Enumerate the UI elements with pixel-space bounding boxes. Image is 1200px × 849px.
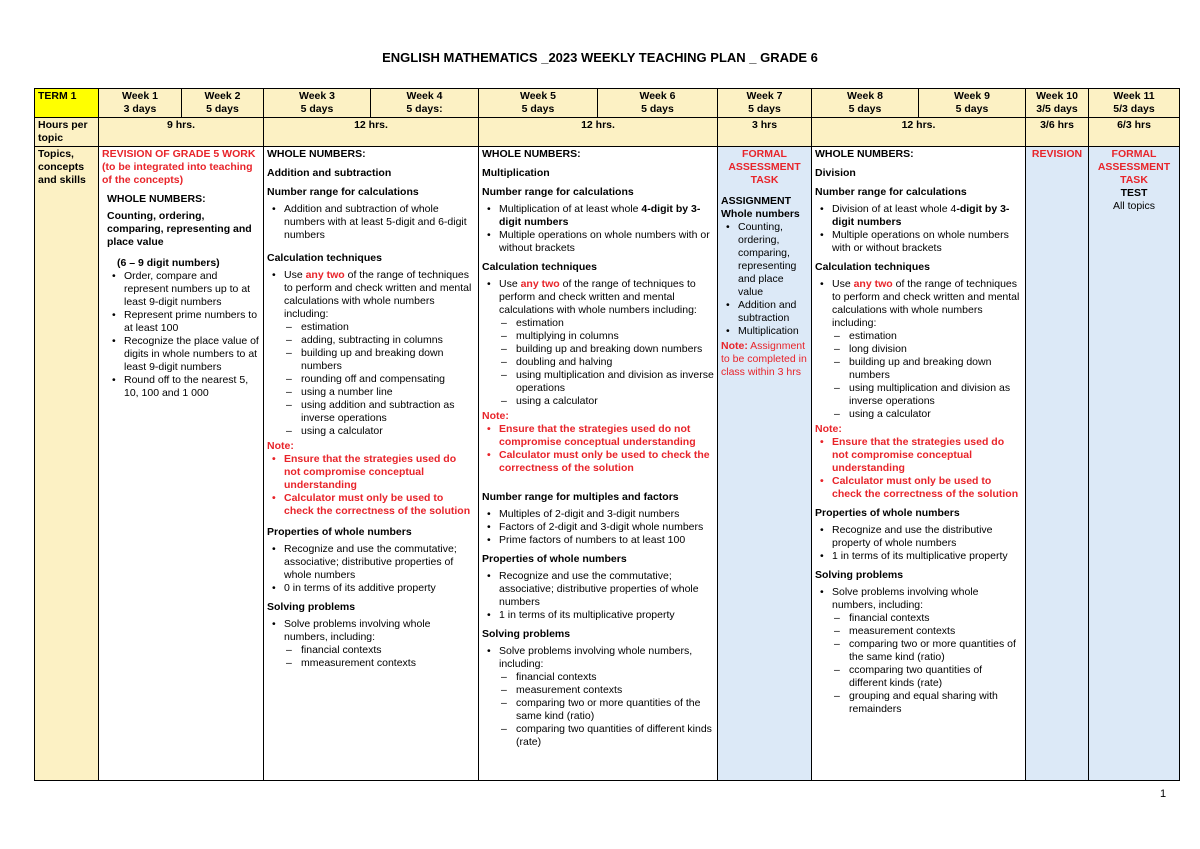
bullet-list: • Solve problems involving whole numbers, including: – financial contexts – measurement contexts – comparing two or more quantities of the same kind (ratio) – comparing two quantities of different kinds (rate)	[482, 645, 714, 749]
solve-heading: Solving problems	[815, 569, 904, 581]
hours-week-3-4: 12 hrs.	[264, 118, 479, 147]
bullet-list: • Use any two of the range of techniques to perform and check written and mental calculations with whole numbers including: – estimation – multiplying in columns – building up and breaking down numbers – doubling and halving – using multiplication and division as inverse operations – using a calculator	[482, 278, 714, 408]
list-item: • Order, compare and represent numbers up to at least 9-digit numbers	[124, 270, 260, 309]
test-label: TEST	[1120, 187, 1148, 199]
page-number: 1	[1160, 788, 1167, 800]
term-label: TERM 1	[35, 89, 99, 118]
revision-label: REVISION	[1031, 148, 1083, 160]
note-list: • Ensure that the strategies used do not compromise conceptual understanding • Calculator must only be used to check the correctness of the solution	[267, 453, 475, 518]
bullet-list: • Recognize and use the commutative; associative; distributive properties of whole numbers • 1 in terms of its multiplicative property	[482, 570, 714, 622]
note-label: Note:	[482, 410, 509, 422]
week-4-header: Week 4 5 days:	[371, 89, 479, 118]
topics-label: Topics, concepts and skills	[35, 147, 99, 781]
hours-week-10: 3/6 hrs	[1026, 118, 1089, 147]
calc-heading: Calculation techniques	[482, 261, 597, 273]
range-heading: Number range for calculations	[267, 186, 419, 198]
week-3-4-content	[264, 147, 479, 781]
week-7-header: Week 7 5 days	[718, 89, 812, 118]
mf-heading: Number range for multiples and factors	[482, 491, 679, 503]
hours-week-11: 6/3 hrs	[1089, 118, 1180, 147]
formal-assessment-label: FORMAL ASSESSMENT TASK	[1097, 148, 1171, 186]
document-title: ENGLISH MATHEMATICS _2023 WEEKLY TEACHING PLAN _ GRADE 6	[382, 50, 818, 65]
week-1-2-content	[99, 147, 264, 781]
section-subheading: Addition and subtraction	[267, 167, 392, 179]
hours-week-8-9: 12 hrs.	[812, 118, 1026, 147]
props-heading: Properties of whole numbers	[482, 553, 627, 565]
assignment-note: Note: Assignment to be completed in class within 3 hrs	[721, 340, 807, 378]
header-row	[35, 89, 1180, 118]
section-heading: WHOLE NUMBERS:	[107, 193, 206, 205]
topics-row	[35, 147, 1180, 781]
teaching-plan-table	[34, 88, 1180, 781]
digit-range: (6 – 9 digit numbers)	[117, 257, 220, 269]
range-heading: Number range for calculations	[482, 186, 634, 198]
hours-week-1-2: 9 hrs.	[99, 118, 264, 147]
section-subheading: Counting, ordering, comparing, representing and place value	[107, 210, 252, 248]
week-2-header: Week 2 5 days	[182, 89, 264, 118]
section-heading: WHOLE NUMBERS:	[267, 148, 366, 160]
calc-heading: Calculation techniques	[267, 252, 382, 264]
list-item: • Use any two of the range of techniques to perform and check written and mental calculations with whole numbers including: – estimation – adding, subtracting in columns – building up and breaking down numbers – rounding off and compensating – using a number line – using addition and subtraction as inverse operations – using a calculator	[284, 269, 475, 438]
week-11-header: Week 11 5/3 days	[1089, 89, 1180, 118]
note-list: • Ensure that the strategies used do not compromise conceptual understanding • Calculator must only be used to check the correctness of the solution	[482, 423, 714, 475]
week-10-content	[1026, 147, 1089, 781]
dash-list: – estimation – multiplying in columns – building up and breaking down numbers – doubling and halving – using multiplication and division as inverse operations – using a calculator	[499, 317, 714, 408]
week-7-content	[718, 147, 812, 781]
calc-heading: Calculation techniques	[815, 261, 930, 273]
week-9-header: Week 9 5 days	[919, 89, 1026, 118]
note-label: Note:	[815, 423, 842, 435]
hours-row	[35, 118, 1180, 147]
week-8-9-content	[812, 147, 1026, 781]
bullet-list: • Counting, ordering, comparing, representing and place value • Addition and subtraction • Multiplication	[721, 221, 808, 338]
week-8-header: Week 8 5 days	[812, 89, 919, 118]
week-10-header: Week 10 3/5 days	[1026, 89, 1089, 118]
section-subheading: Division	[815, 167, 856, 179]
bullet-list: • Recognize and use the distributive property of whole numbers • 1 in terms of its multiplicative property	[815, 524, 1022, 563]
range-heading: Number range for calculations	[815, 186, 967, 198]
bullet-list: • Use any two of the range of techniques to perform and check written and mental calculations with whole numbers including: – estimation – long division – building up and breaking down numbers – using multiplication and division as inverse operations – using a calculator	[815, 278, 1022, 421]
week-11-content	[1089, 147, 1180, 781]
revision-note: REVISION OF GRADE 5 WORK (to be integrated into teaching of the concepts)	[102, 148, 256, 186]
dash-list: – estimation – adding, subtracting in columns – building up and breaking down numbers – rounding off and compensating – using a number line – using addition and subtraction as inverse operations – using a calculator	[284, 321, 475, 438]
list-item: • Addition and subtraction of whole numbers with at least 5-digit and 6-digit numbers	[284, 203, 475, 242]
dash-list: – estimation – long division – building up and breaking down numbers – using multiplication and division as inverse operations – using a calculator	[832, 330, 1022, 421]
hours-label: Hours per topic	[35, 118, 99, 147]
hours-week-7: 3 hrs	[718, 118, 812, 147]
week-5-header: Week 5 5 days	[479, 89, 598, 118]
hours-week-5-6: 12 hrs.	[479, 118, 718, 147]
bullet-list	[267, 269, 475, 438]
week-5-6-content	[479, 147, 718, 781]
dash-list: – financial contexts – mmeasurement contexts	[284, 644, 475, 670]
note-label: Note:	[267, 440, 294, 452]
bullet-list: • Solve problems involving whole numbers, including: – financial contexts – measurement contexts – comparing two or more quantities of the same kind (ratio) – ccomparing two quantities of different kinds (rate) – grouping and equal sharing with remainders	[815, 586, 1022, 716]
solve-heading: Solving problems	[267, 601, 356, 613]
dash-list: – financial contexts – measurement contexts – comparing two or more quantities of the same kind (ratio) – comparing two quantities of different kinds (rate)	[499, 671, 714, 749]
bullet-list: • Multiplication of at least whole 4-digit by 3-digit numbers • Multiple operations on whole numbers with or without brackets	[482, 203, 714, 255]
list-item: • Recognize the place value of digits in whole numbers to at least 9-digit numbers	[124, 335, 260, 374]
bullet-list	[267, 203, 475, 242]
solve-heading: Solving problems	[482, 628, 571, 640]
section-subheading: Multiplication	[482, 167, 550, 179]
dash-list: – financial contexts – measurement contexts – comparing two or more quantities of the same kind (ratio) – ccomparing two quantities of different kinds (rate) – grouping and equal sharing with remainders	[832, 612, 1022, 716]
bullet-list	[107, 270, 260, 400]
week-6-header: Week 6 5 days	[598, 89, 718, 118]
bullet-list: • Division of at least whole 4-digit by 3-digit numbers • Multiple operations on whole numbers with or without brackets	[815, 203, 1022, 255]
formal-assessment-label: FORMAL ASSESSMENT TASK	[728, 148, 801, 186]
bullet-list: • Multiples of 2-digit and 3-digit numbers • Factors of 2-digit and 3-digit whole numbers • Prime factors of numbers to at least 100	[482, 508, 714, 547]
list-item: • Round off to the nearest 5, 10, 100 and 1 000	[124, 374, 260, 400]
bullet-list: • Recognize and use the commutative; associative; distributive properties of whole numbers • 0 in terms of its additive property	[267, 543, 475, 595]
week-1-header: Week 1 3 days	[99, 89, 182, 118]
bullet-list: • Solve problems involving whole numbers, including: – financial contexts – mmeasurement contexts	[267, 618, 475, 670]
props-heading: Properties of whole numbers	[815, 507, 960, 519]
whole-numbers-label: Whole numbers	[721, 208, 800, 220]
all-topics-label: All topics	[1112, 200, 1155, 212]
section-heading: WHOLE NUMBERS:	[482, 148, 581, 160]
assignment-label: ASSIGNMENT	[721, 195, 792, 207]
section-heading: WHOLE NUMBERS:	[815, 148, 914, 160]
props-heading: Properties of whole numbers	[267, 526, 412, 538]
list-item: • Represent prime numbers to at least 100	[124, 309, 260, 335]
note-list: • Ensure that the strategies used do not compromise conceptual understanding • Calculator must only be used to check the correctness of the solution	[815, 436, 1022, 501]
week-3-header: Week 3 5 days	[264, 89, 371, 118]
